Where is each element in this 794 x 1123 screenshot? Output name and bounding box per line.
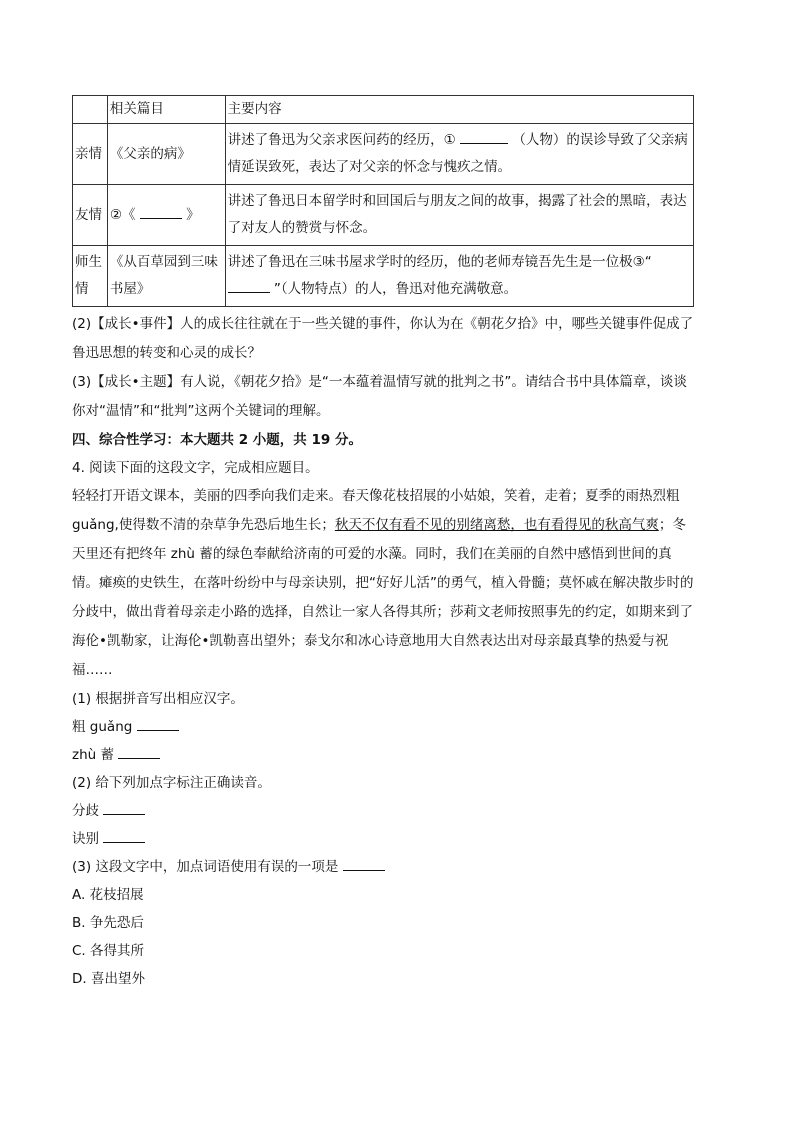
row-content: 讲述了鲁迅日本留学时和回国后与朋友之间的故事，揭露了社会的黑暗，表达了对友人的赞赏与怀念。 (225, 185, 693, 246)
reading-table (72, 95, 694, 307)
option-a: A. 花枝招展 (72, 887, 144, 903)
question-4-title: 4. 阅读下面的这段文字，完成相应题目。 (72, 460, 319, 476)
sub-question-3-title: (3) 这段文字中，加点词语使用有误的一项是 (72, 853, 696, 881)
row-work: ②《 》 (107, 185, 225, 246)
question-2: (2)【成长•事件】人的成长往往就在于一些关键的事件，你认为在《朝花夕拾》中，哪些关键事件促成了鲁迅思想的转变和心灵的成长？ (72, 316, 694, 361)
answer-blank[interactable] (140, 202, 182, 219)
answer-blank[interactable] (118, 742, 160, 759)
underlined-sentence: 秋天不仅有看不见的别绪离愁，也有看得见的秋高气爽 (334, 517, 659, 533)
table-row (73, 185, 694, 246)
answer-blank[interactable] (103, 798, 145, 815)
row-work: 《从百草园到三味书屋》 (107, 246, 225, 307)
header-cell-work: 相关篇目 (107, 96, 225, 124)
question-3: (3)【成长•主题】有人说，《朝花夕拾》是“一本蕴着温情写就的批判之书”。请结合书中具体篇章，谈谈你对“温情”和“批判”这两个关键词的理解。 (72, 374, 687, 419)
header-cell-content: 主要内容 (225, 96, 693, 124)
reading-passage: 轻轻打开语文课本，美丽的四季向我们走来。春天像花枝招展的小姑娘，笑着，走着；夏季的雨热烈粗guǎng,使得数不清的杂草争先恐后地生长；秋天不仅有看不见的别绪离愁，也有看得见的秋高气爽；冬天里还有把终年 zhù 蓄的绿色奉献给济南的可爱的水藻。同时，我们在美丽的自然中感悟到世间的真情。瘫痪的史铁生，在落叶纷纷中与母亲诀别，把“好好儿活”的勇气，植入骨髓；莫怀戚在解决散步时的分歧中，做出背着母亲走小路的选择，自然让一家人各得其所；莎莉文老师按照事先的约定，如期来到了海伦•凯勒家，让海伦•凯勒喜出望外；泰戈尔和冰心诗意地用大自然表达出对母亲最真挚的热爱与祝福…… (72, 488, 694, 678)
row-content: 讲述了鲁迅为父亲求医问药的经历，① （人物）的误诊导致了父亲病情延误致死，表达了对父亲的怀念与愧疚之情。 (225, 124, 693, 185)
option-d: D. 喜出望外 (72, 971, 145, 987)
sub-question-1-title: (1) 根据拼音写出相应汉字。 (72, 691, 244, 707)
sub-question-2-item: 分歧 (72, 797, 696, 825)
sub-question-2-item: 诀别 (72, 825, 696, 853)
sub-question-1-item: 粗 guǎng (72, 713, 696, 741)
header-cell-category (73, 96, 108, 124)
answer-blank[interactable] (228, 276, 270, 293)
answer-blank[interactable] (460, 127, 508, 144)
row-category: 师生情 (73, 246, 108, 307)
row-content: 讲述了鲁迅在三味书屋求学时的经历，他的老师寿镜吾先生是一位极③“ ”（人物特点）的人，鲁迅对他充满敬意。 (225, 246, 693, 307)
answer-blank[interactable] (343, 854, 385, 871)
sub-question-1-item: zhù 蓄 (72, 741, 696, 769)
sub-question-2-title: (2) 给下列加点字标注正确读音。 (72, 775, 271, 791)
row-category: 亲情 (73, 124, 108, 185)
answer-blank[interactable] (137, 714, 179, 731)
row-category: 友情 (73, 185, 108, 246)
table-row (73, 124, 694, 185)
section-heading: 四、综合性学习：本大题共 2 小题，共 19 分。 (72, 432, 363, 448)
option-b: B. 争先恐后 (72, 915, 144, 931)
option-c: C. 各得其所 (72, 943, 145, 959)
row-work: 《父亲的病》 (107, 124, 225, 185)
answer-blank[interactable] (103, 826, 145, 843)
exam-page (72, 95, 696, 993)
table-header-row (73, 96, 694, 124)
table-row (73, 246, 694, 307)
